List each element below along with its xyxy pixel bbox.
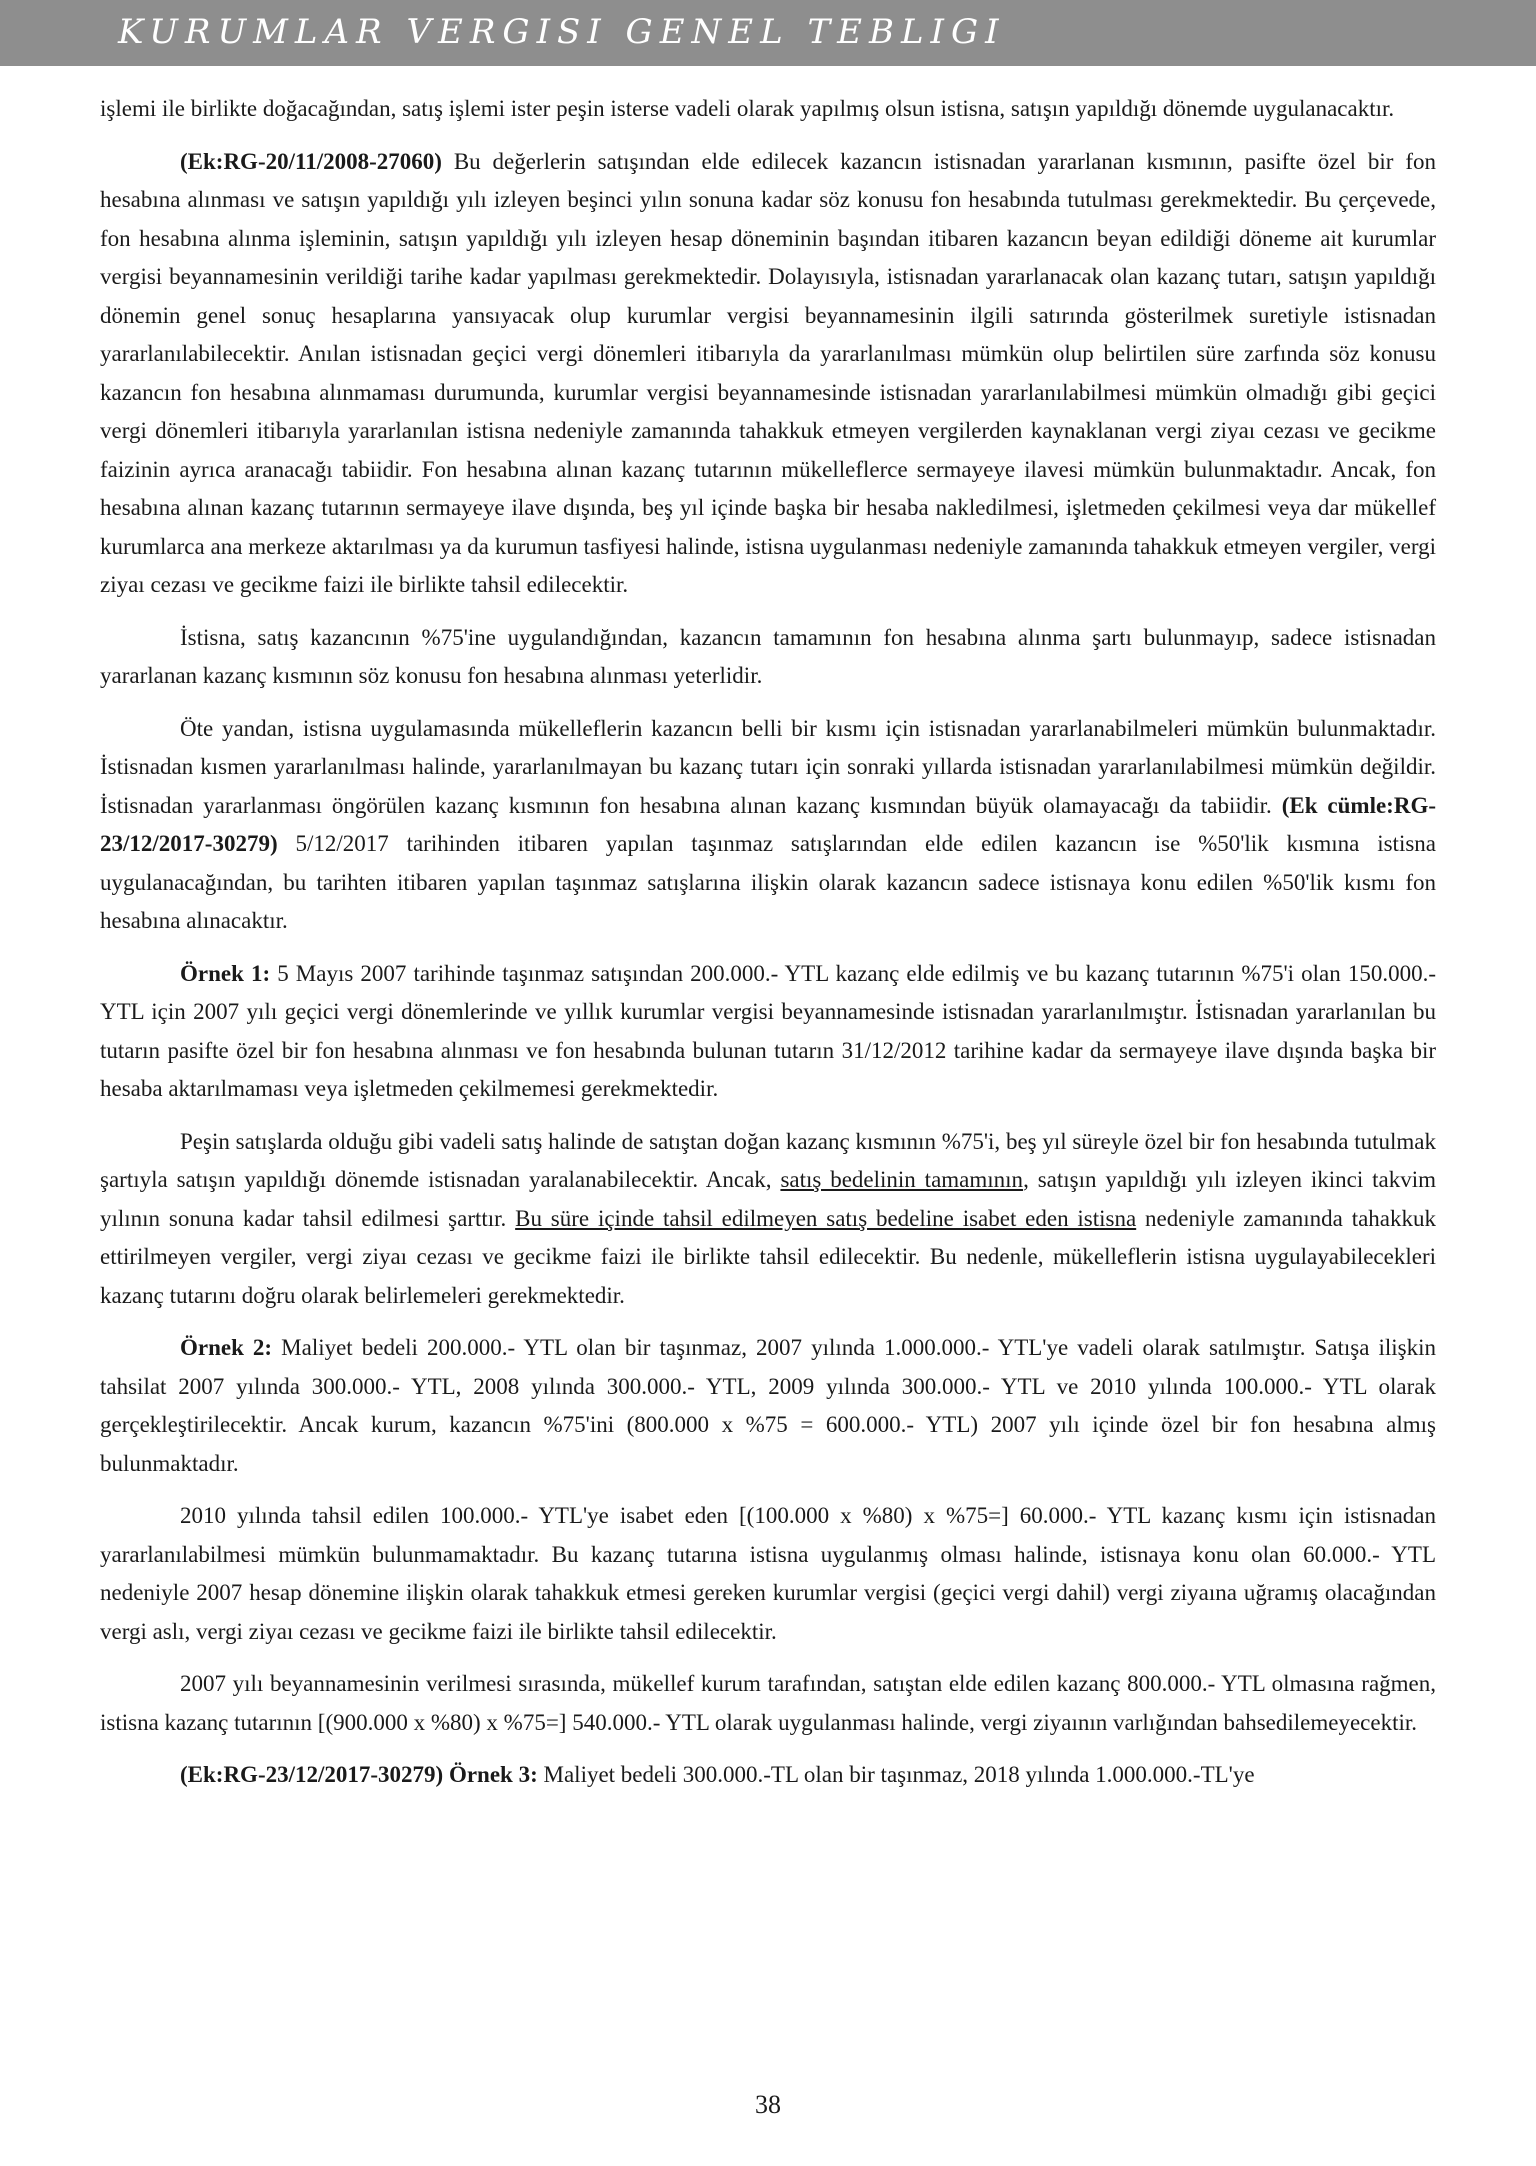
- underlined-text: satış bedelinin tamamının: [780, 1167, 1024, 1192]
- paragraph-5: Peşin satışlarda olduğu gibi vadeli satış halinde de satıştan doğan kazanç kısmının %75'i, beş yıl süreyle özel bir fon hesabında tutulmak şartıyla satışın yapıldığı dönemde istisnadan yaralanabilecektir. Ancak, satış bedelinin tamamının, satışın yapıldığı yılı izleyen ikinci takvim yılının sonuna kadar tahsil edilmesi şarttır. Bu süre içinde tahsil edilmeyen satış bedeline isabet eden istisna nedeniyle zamanında tahakkuk ettirilmeyen vergiler, vergi ziyaı cezası ve gecikme faizi ile birlikte tahsil edilecektir. Bu nedenle, mükelleflerin istisna uygulayabilecekleri kazanç tutarını doğru olarak belirlemeleri gerekmektedir.: [100, 1128, 1437, 1308]
- example-2: Örnek 2: Maliyet bedeli 200.000.- YTL olan bir taşınmaz, 2007 yılında 1.000.000.- YTL'ye vadeli olarak satılmıştır. Satışa ilişkin tahsilat 2007 yılında 300.000.- YTL, 2008 yılında 300.000.- YTL, 2009 yılında 300.000.- YTL ve 2010 yılında 100.000.- YTL olarak gerçekleştirilecektir. Ancak kurum, kazancın %75'ini (800.000 x %75 = 600.000.- YTL) 2007 yılı içinde özel bir fon hesabına almış bulunmaktadır.: [100, 1335, 1436, 1476]
- header-bar: [0, 0, 1536, 66]
- example-label: Örnek 1:: [180, 960, 271, 986]
- paragraph-7: 2010 yılında tahsil edilen 100.000.- YTL'ye isabet eden [(100.000 x %80) x %75=] 60.000.- YTL kazanç kısmı için istisnadan yararlanılabilmesi mümkün bulunmamaktadır. Bu kazanç tutarına istisna uygulanmış olması halinde, istisnaya konu olan 60.000.- YTL nedeniyle 2007 hesap dönemine ilişkin olarak tahakkuk etmesi gereken kurumlar vergisi (geçici vergi dahil) vergi ziyaına uğramış olacağından vergi aslı, vergi ziyaı cezası ve gecikme faizi ile birlikte tahsil edilecektir.: [100, 1503, 1436, 1644]
- page-number: 38: [755, 2090, 781, 2119]
- paragraph-0: işlemi ile birlikte doğacağından, satış işlemi ister peşin isterse vadeli olarak yapılmış olsun istisna, satışın yapıldığı dönemde uygulanacaktır.: [100, 96, 1395, 121]
- header-title: KURUMLAR VERGISI GENEL TEBLIGI: [118, 12, 1006, 52]
- example-label: Örnek 2:: [180, 1335, 273, 1360]
- legal-reference: (Ek:RG-20/11/2008-27060): [180, 148, 442, 174]
- document-body: [100, 90, 1436, 1809]
- paragraph-8: 2007 yılı beyannamesinin verilmesi sırasında, mükellef kurum tarafından, satıştan elde edilen kazanç 800.000.- YTL olmasına rağmen, istisna kazanç tutarının [(900.000 x %80) x %75=] 540.000.- YTL olarak uygulanması halinde, vergi ziyaının varlığından bahsedilemeyecektir.: [100, 1671, 1436, 1735]
- underlined-text: Bu süre içinde tahsil edilmeyen satış bedeline isabet eden istisna: [515, 1205, 1137, 1231]
- legal-reference: (Ek:RG-23/12/2017-30279) Örnek 3:: [180, 1762, 538, 1787]
- example-1: Örnek 1: 5 Mayıs 2007 tarihinde taşınmaz satışından 200.000.- YTL kazanç elde edilmiş ve bu kazanç tutarının %75'i olan 150.000.- YTL için 2007 yılı geçici vergi dönemlerinde ve yıllık kurumlar vergisi beyannamesinde istisnadan yararlanılmıştır. İstisnadan yararlanılan bu tutarın pasifte özel bir fon hesabına alınması ve fon hesabında bulunan tutarın 31/12/2012 tarihine kadar da sermayeye ilave dışında başka bir hesaba aktarılmaması veya işletmeden çekilmemesi gerekmektedir.: [100, 960, 1436, 1101]
- paragraph-3: Öte yandan, istisna uygulamasında mükelleflerin kazancın belli bir kısmı için istisnadan yararlanabilmeleri mümkün bulunmaktadır. İstisnadan kısmen yararlanılması halinde, yararlanılmayan bu kazanç tutarı için sonraki yıllarda istisnadan yararlanılabilmesi mümkün değildir. İstisnadan yararlanması öngörülen kazanç kısmının fon hesabına alınan kazanç kısmından büyük olamayacağı da tabiidir. (Ek cümle:RG-23/12/2017-30279) 5/12/2017 tarihinden itibaren yapılan taşınmaz satışlarından elde edilen kazancın ise %50'lik kısmına istisna uygulanacağından, bu tarihten itibaren yapılan taşınmaz satışlarına ilişkin olarak kazancın sadece istisnaya konu edilen %50'lik kısmı fon hesabına alınacaktır.: [100, 715, 1436, 933]
- paragraph-2: İstisna, satış kazancının %75'ine uygulandığından, kazancın tamamının fon hesabına alınma şartı bulunmayıp, sadece istisnadan yararlanan kazanç kısmının söz konusu fon hesabına alınması yeterlidir.: [100, 624, 1436, 688]
- example-3: (Ek:RG-23/12/2017-30279) Örnek 3: Maliyet bedeli 300.000.-TL olan bir taşınmaz, 2018 yılında 1.000.000.-TL'ye: [180, 1762, 1255, 1787]
- legal-reference: (Ek cümle:RG-23/12/2017-30279): [100, 792, 1436, 856]
- paragraph-1: (Ek:RG-20/11/2008-27060) Bu değerlerin satışından elde edilecek kazancın istisnadan yararlanan kısmının, pasifte özel bir fon hesabına alınması ve satışın yapıldığı yılı izleyen beşinci yılın sonuna kadar söz konusu fon hesabında tutulması gerekmektedir. Bu çerçevede, fon hesabına alınma işleminin, satışın yapıldığı yılı izleyen hesap döneminin başından itibaren kazancın beyan edildiği döneme ait kurumlar vergisi beyannamesinin verildiği tarihe kadar yapılması gerekmektedir. Dolayısıyla, istisnadan yararlanacak olan kazanç tutarı, satışın yapıldığı dönemin genel sonuç hesaplarına yansıyacak olup kurumlar vergisi beyannamesinin ilgili satırında gösterilmek suretiyle istisnadan yararlanılabilecektir. Anılan istisnadan geçici vergi dönemleri itibarıyla da yararlanılması mümkün olup belirtilen süre zarfında söz konusu kazancın fon hesabına alınmaması durumunda, kurumlar vergisi beyannamesinde istisnadan yararlanılabilmesi mümkün olmadığı gibi geçici vergi dönemleri itibarıyla yararlanılan istisna nedeniyle zamanında tahakkuk etmeyen vergilerden kaynaklanan vergi ziyaı cezası ve gecikme faizinin ayrıca aranacağı tabiidir. Fon hesabına alınan kazanç tutarının mükelleflerce sermayeye ilavesi mümkün bulunmaktadır. Ancak, fon hesabına alınan kazanç tutarının sermayeye ilave dışında, beş yıl içinde başka bir hesaba nakledilmesi, işletmeden çekilmesi veya dar mükellef kurumlarca ana merkeze aktarılması ya da kurumun tasfiyesi halinde, istisna uygulanması nedeniyle zamanında tahakkuk etmeyen vergiler, vergi ziyaı cezası ve gecikme faizi ile birlikte tahsil edilecektir.: [100, 148, 1436, 597]
